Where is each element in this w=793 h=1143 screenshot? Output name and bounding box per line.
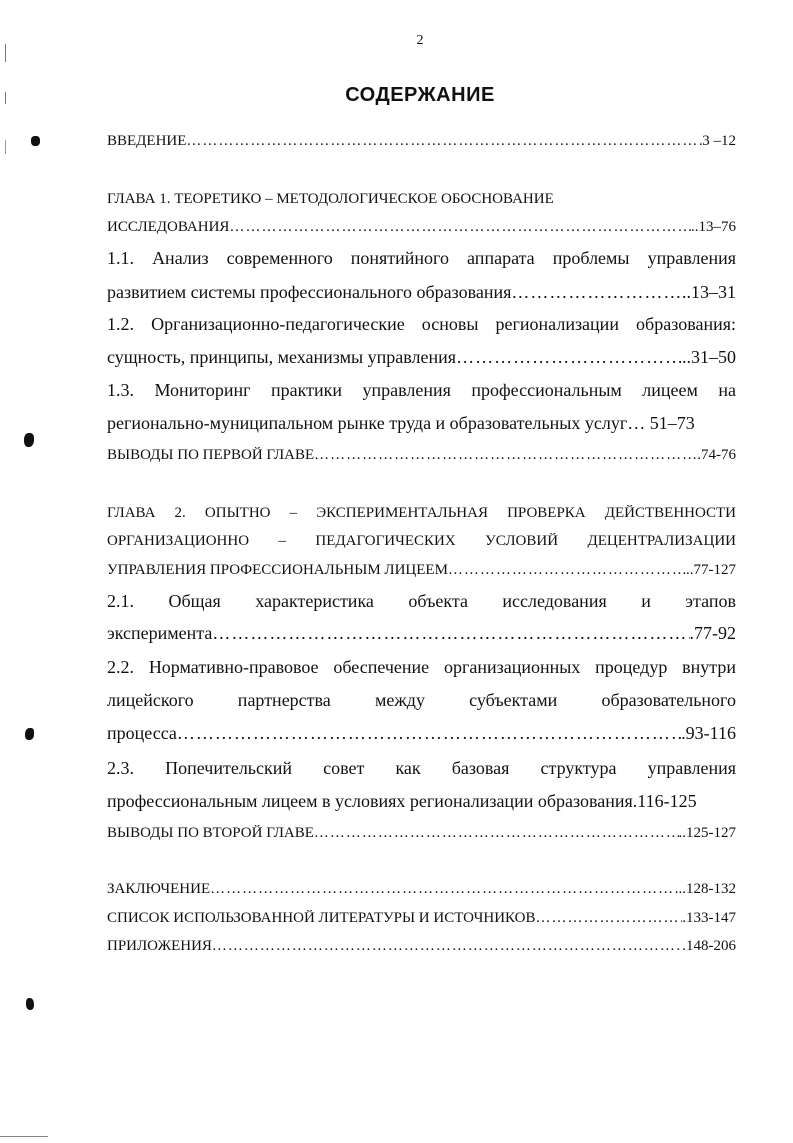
leader-dots xyxy=(212,623,689,644)
scan-edge-line xyxy=(5,140,6,154)
scan-hole-mark xyxy=(26,998,34,1010)
toc-entry-conclusion xyxy=(107,881,736,898)
toc-entry-appendices xyxy=(107,938,736,955)
section-1-2-line-1: 1.2. Организационно-педагогические основы регионализации образования: xyxy=(107,314,736,334)
toc-entry-pages: .74-76 xyxy=(697,447,736,463)
leader-dots xyxy=(448,562,686,579)
section-1-3-line-2: регионально-муниципальном рынке труда и образовательных услуг… 51–73 xyxy=(107,413,695,433)
section-2-3-line-1: 2.3. Попечительский совет как базовая структура управления xyxy=(107,758,736,778)
toc-entry-pages: ..31–50 xyxy=(682,347,736,367)
leader-dots xyxy=(511,282,682,303)
section-2-1-line-1: 2.1. Общая характеристика объекта исследования и этапов xyxy=(107,591,736,611)
section-1-1-line-1: 1.1. Анализ современного понятийного аппарата проблемы управления xyxy=(107,248,736,268)
toc-entry-introduction xyxy=(107,133,736,150)
section-2-2-line-2: лицейского партнерства между субъектами образовательного xyxy=(107,690,736,710)
toc-entry-pages: 3 –12 xyxy=(702,133,736,149)
toc-entry-chapter-1-conclusions xyxy=(107,447,736,464)
leader-dots xyxy=(210,881,678,898)
toc-entry-pages: .77-92 xyxy=(689,623,736,643)
toc-entry-pages: ..128-132 xyxy=(678,881,736,897)
toc-entry-pages: .93-116 xyxy=(681,723,736,743)
section-1-3-line-1: 1.3. Мониторинг практики управления профессиональным лицеем на xyxy=(107,380,736,400)
scan-edge-line xyxy=(0,1136,48,1137)
toc-entry-pages: .133-147 xyxy=(682,910,736,926)
toc-entry-label: ВЫВОДЫ ПО ВТОРОЙ ГЛАВЕ xyxy=(107,825,314,841)
section-2-3-line-2: профессиональным лицеем в условиях регионализации образования.116-125 xyxy=(107,791,697,811)
scan-edge-line xyxy=(5,44,6,62)
scan-hole-mark xyxy=(25,728,34,740)
toc-entry-section-1-2 xyxy=(107,347,736,368)
toc-entry-chapter-2-conclusions xyxy=(107,825,736,842)
scan-hole-mark xyxy=(24,433,34,447)
chapter-1-heading: ГЛАВА 1. ТЕОРЕТИКО – МЕТОДОЛОГИЧЕСКОЕ ОБОСНОВАНИЕ xyxy=(107,191,554,207)
toc-entry-references xyxy=(107,910,736,927)
toc-entry-label: ВЫВОДЫ ПО ПЕРВОЙ ГЛАВЕ xyxy=(107,447,315,463)
leader-dots xyxy=(314,825,679,842)
toc-entry-label: сущность, принципы, механизмы управления xyxy=(107,347,457,367)
scan-edge-line xyxy=(5,92,6,104)
toc-entry-label: ЗАКЛЮЧЕНИЕ xyxy=(107,881,211,897)
scan-hole-mark xyxy=(31,136,40,146)
toc-entry-label: эксперимента xyxy=(107,623,213,643)
toc-entry-pages: ..13–31 xyxy=(682,282,736,302)
toc-entry-section-2-1 xyxy=(107,623,736,644)
chapter-2-heading-line-1: ГЛАВА 2. ОПЫТНО – ЭКСПЕРИМЕНТАЛЬНАЯ ПРОВЕРКА ДЕЙСТВЕННОСТИ xyxy=(107,505,736,521)
leader-dots xyxy=(186,133,702,150)
page-title: СОДЕРЖАНИЕ xyxy=(345,84,495,106)
leader-dots xyxy=(229,219,691,236)
leader-dots xyxy=(536,910,683,927)
toc-entry-pages: ..125-127 xyxy=(678,825,736,841)
toc-entry-section-2-2 xyxy=(107,723,736,744)
toc-entry-chapter-1 xyxy=(107,219,736,236)
page-number: 2 xyxy=(416,33,424,48)
toc-entry-label: ИССЛЕДОВАНИЯ xyxy=(107,219,230,235)
leader-dots xyxy=(177,723,681,744)
toc-entry-label: ВВЕДЕНИЕ xyxy=(107,133,187,149)
toc-entry-label: СПИСОК ИСПОЛЬЗОВАННОЙ ЛИТЕРАТУРЫ И ИСТОЧНИКОВ xyxy=(107,910,536,926)
section-2-2-line-1: 2.2. Нормативно-правовое обеспечение организационных процедур внутри xyxy=(107,657,736,677)
toc-entry-label: развитием системы профессионального образования xyxy=(107,282,512,302)
leader-dots xyxy=(212,938,682,955)
toc-entry-label: процесса xyxy=(107,723,177,743)
toc-entry-label: ПРИЛОЖЕНИЯ xyxy=(107,938,212,954)
toc-entry-chapter-2 xyxy=(107,562,736,579)
toc-entry-pages: .148-206 xyxy=(682,938,736,954)
toc-entry-label: УПРАВЛЕНИЯ ПРОФЕССИОНАЛЬНЫМ ЛИЦЕЕМ xyxy=(107,562,448,578)
chapter-2-heading-line-2: ОРГАНИЗАЦИОННО – ПЕДАГОГИЧЕСКИХ УСЛОВИЙ ДЕЦЕНТРАЛИЗАЦИИ xyxy=(107,533,736,549)
toc-entry-pages: ..13–76 xyxy=(691,219,736,235)
leader-dots xyxy=(314,447,697,464)
toc-entry-section-1-1 xyxy=(107,282,736,303)
toc-entry-pages: ..77-127 xyxy=(686,562,736,578)
leader-dots xyxy=(456,347,682,368)
